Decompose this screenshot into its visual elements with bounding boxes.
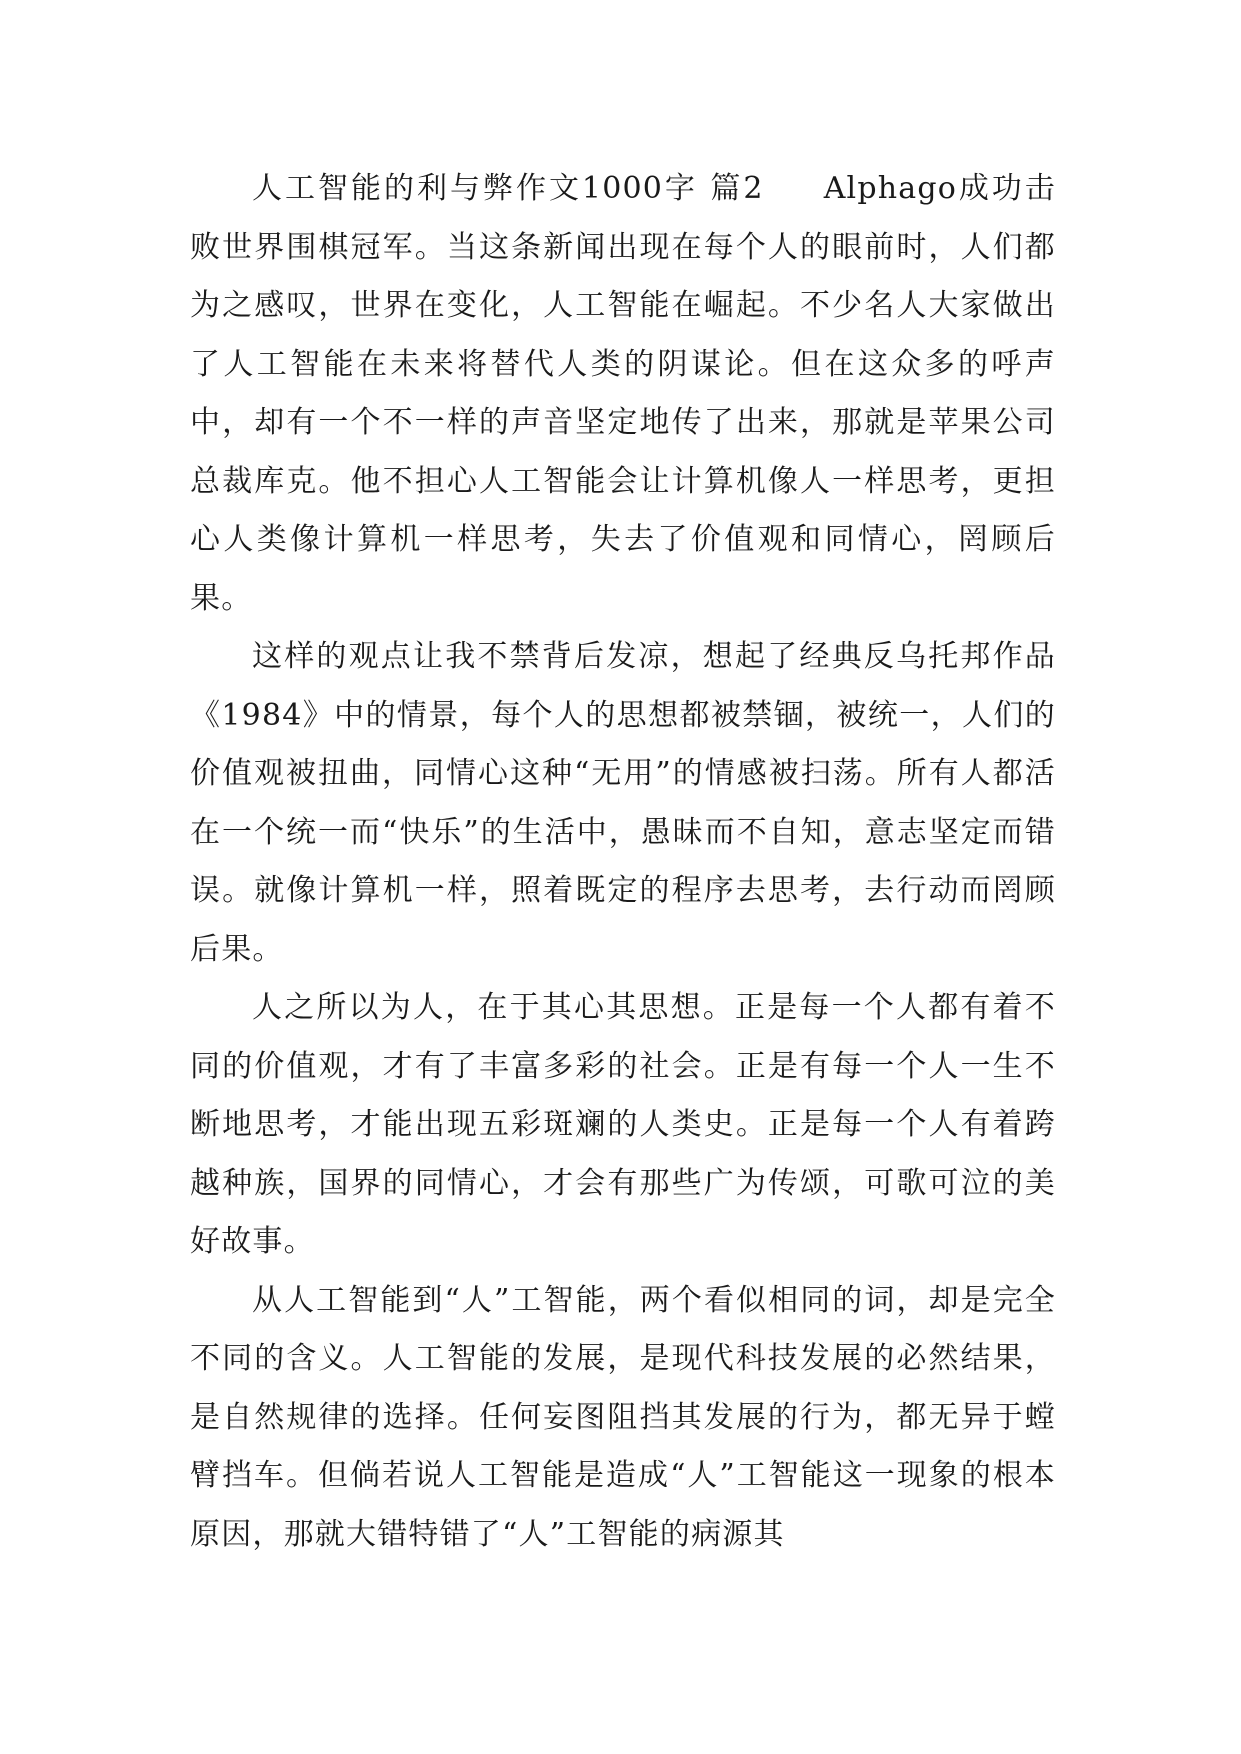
paragraph-1 — [190, 160, 1056, 628]
essay-heading: 人工智能的利与弊作文1000字 篇2 — [252, 171, 764, 206]
essay-body — [190, 160, 1056, 1564]
paragraph-3: 人之所以为人，在于其心其思想。正是每一个人都有着不同的价值观，才有了丰富多彩的社会。正是有每一个人一生不断地思考，才能出现五彩斑斓的人类史。正是每一个人有着跨越种族，国界的同情心，才会有那些广为传颂，可歌可泣的美好故事。 — [190, 990, 1056, 1259]
paragraph-2: 这样的观点让我不禁背后发凉，想起了经典反乌托邦作品《1984》中的情景，每个人的思想都被禁锢，被统一，人们的价值观被扭曲，同情心这种“无用”的情感被扫荡。所有人都活在一个统一而“快乐”的生活中，愚昧而不自知，意志坚定而错误。就像计算机一样，照着既定的程序去思考，去行动而罔顾后果。 — [190, 639, 1056, 967]
paragraph-1-text: Alphago成功击败世界围棋冠军。当这条新闻出现在每个人的眼前时，人们都为之感叹，世界在变化，人工智能在崛起。不少名人大家做出了人工智能在未来将替代人类的阴谋论。但在这众多的呼声中，却有一个不一样的声音坚定地传了出来，那就是苹果公司总裁库克。他不担心人工智能会让计算机像人一样思考，更担心人类像计算机一样思考，失去了价值观和同情心，罔顾后果。 — [190, 171, 1057, 616]
paragraph-4: 从人工智能到“人”工智能，两个看似相同的词，却是完全不同的含义。人工智能的发展，是现代科技发展的必然结果，是自然规律的选择。任何妄图阻挡其发展的行为，都无异于螳臂挡车。但倘若说人工智能是造成“人”工智能这一现象的根本原因，那就大错特错了“人”工智能的病源其 — [190, 1282, 1056, 1552]
